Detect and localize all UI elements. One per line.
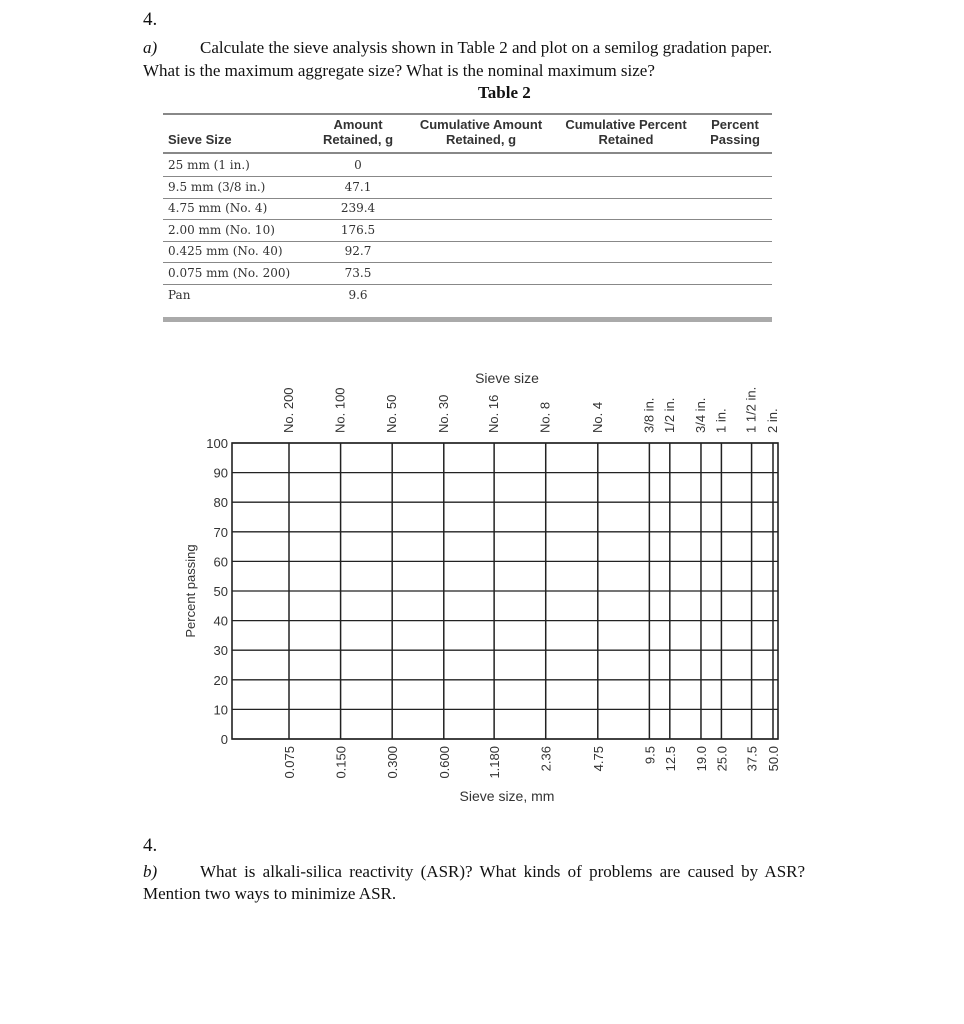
sieve-name-label: No. 200 <box>281 387 296 433</box>
row-sieve-1: 25 mm (1 in.) <box>168 158 250 172</box>
sieve-mm-label: 37.5 <box>744 746 760 772</box>
y-tick-label: 100 <box>206 436 228 451</box>
sieve-mm-label: 2.36 <box>538 746 554 772</box>
question-b-text-1: What is alkali-silica reactivity (ASR)? What kinds of problems are caused by ASR? <box>200 862 806 881</box>
row-sieve-6: 0.075 mm (No. 200) <box>168 266 291 280</box>
y-tick-label: 0 <box>220 732 228 747</box>
y-tick-label: 20 <box>213 672 228 688</box>
sieve-name-label: 3/4 in. <box>692 397 708 433</box>
sieve-mm-label: 25.0 <box>714 746 730 772</box>
y-axis-ticks <box>206 436 228 747</box>
y-tick-label: 60 <box>213 554 228 570</box>
chart-title: Sieve size <box>475 370 539 386</box>
x-axis-sieve-names <box>281 387 780 433</box>
row-amount-6: 73.5 <box>344 266 372 280</box>
sieve-mm-label: 12.5 <box>662 746 678 772</box>
sieve-mm-label: 0.600 <box>436 746 452 779</box>
sieve-name-label: No. 4 <box>589 401 605 433</box>
sieve-mm-label: 0.075 <box>282 746 297 779</box>
sieve-mm-label: 50.0 <box>766 746 781 772</box>
row-amount-3: 239.4 <box>340 201 376 215</box>
row-amount-5: 92.7 <box>344 244 372 258</box>
row-amount-7: 9.6 <box>348 288 368 302</box>
row-amount-1: 0 <box>354 158 362 172</box>
sieve-name-label: No. 30 <box>435 394 451 433</box>
row-sieve-3: 4.75 mm (No. 4) <box>168 201 268 215</box>
sieve-mm-label: 1.180 <box>487 746 503 779</box>
sieve-mm-label: 9.5 <box>642 746 658 765</box>
sieve-name-label: 3/8 in. <box>641 397 657 433</box>
row-sieve-4: 2.00 mm (No. 10) <box>168 223 275 237</box>
sieve-mm-label: 0.150 <box>333 746 349 779</box>
y-tick-label: 50 <box>213 584 228 599</box>
y-tick-label: 30 <box>213 643 228 659</box>
row-amount-2: 47.1 <box>344 180 372 194</box>
row-sieve-7: Pan <box>168 288 191 302</box>
question-a-label: a) <box>143 38 158 57</box>
header-cumulative-percent: Cumulative Percent Retained <box>565 117 687 147</box>
table-title: Table 2 <box>478 83 531 102</box>
y-axis-label: Percent passing <box>183 544 198 638</box>
x-axis-label: Sieve size, mm <box>459 788 555 804</box>
sieve-name-label: 1 in. <box>713 408 729 433</box>
sieve-name-label: 2 in. <box>765 408 780 433</box>
sieve-name-label: No. 8 <box>537 401 553 433</box>
sieve-name-label: No. 100 <box>332 387 348 433</box>
header-amount-retained: Amount Retained, g <box>322 117 394 147</box>
header-cumulative-amount: Cumulative Amount Retained, g <box>419 117 543 147</box>
row-sieve-5: 0.425 mm (No. 40) <box>168 244 283 258</box>
sieve-name-label: No. 50 <box>384 394 400 433</box>
header-sieve-size: Sieve Size <box>168 132 232 147</box>
sieve-mm-label: 0.300 <box>385 746 401 779</box>
sieve-name-label: 1 1/2 in. <box>743 386 759 433</box>
y-tick-label: 40 <box>213 613 228 629</box>
sieve-name-label: 1/2 in. <box>661 397 677 433</box>
sieve-name-label: No. 16 <box>486 394 502 433</box>
question-b-number: 4. <box>143 835 158 856</box>
y-tick-label: 80 <box>213 495 228 511</box>
question-a-text-2: What is the maximum aggregate size? What is the nominal maximum size? <box>143 61 655 80</box>
row-sieve-2: 9.5 mm (3/8 in.) <box>168 180 266 194</box>
question-a-text-1: Calculate the sieve analysis shown in Table 2 and plot on a semilog gradation paper. <box>200 38 773 57</box>
y-tick-label: 70 <box>213 524 228 540</box>
header-percent-passing: Percent Passing <box>710 117 760 147</box>
sieve-mm-label: 4.75 <box>590 746 606 772</box>
y-tick-label: 10 <box>213 702 228 718</box>
chart-grid <box>232 443 778 739</box>
question-b-text-2: Mention two ways to minimize ASR. <box>143 884 397 903</box>
question-a-number: 4. <box>143 9 158 30</box>
sieve-mm-label: 19.0 <box>693 746 709 772</box>
x-axis-mm-labels <box>282 746 781 779</box>
question-b-label: b) <box>143 862 158 881</box>
y-tick-label: 90 <box>213 465 228 481</box>
row-amount-4: 176.5 <box>340 223 376 237</box>
